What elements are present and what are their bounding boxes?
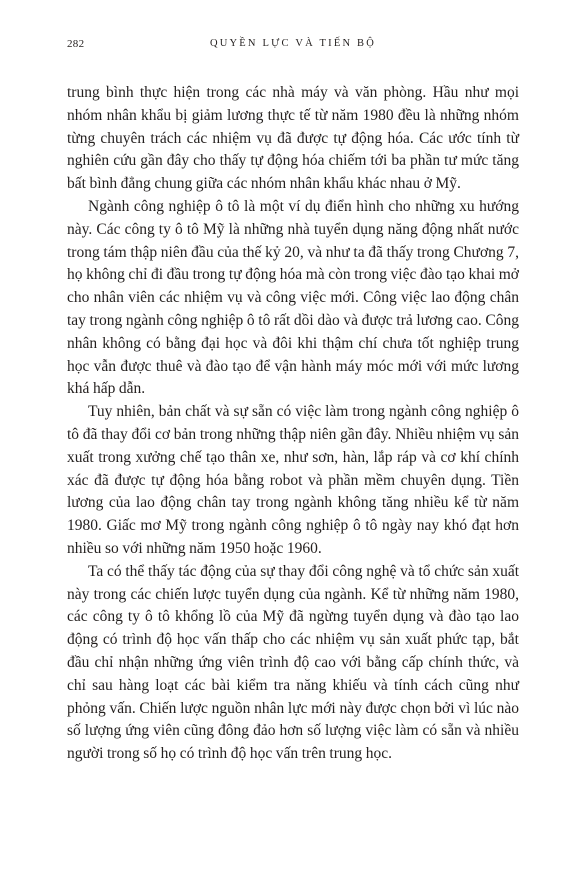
running-title: QUYỀN LỰC VÀ TIẾN BỘ [209,38,377,49]
paragraph: Ngành công nghiệp ô tô là một ví dụ điển hình cho những xu hướng này. Các công ty ô tô Mỹ là những nhà tuyển dụng năng động nhất nước trong tám thập niên đầu của thế kỷ 20, và như ta đã thấy trong Chương 7, họ không chỉ đi đầu trong tự động hóa mà còn trong việc đào tạo khai mở cho nhân viên các nhiệm vụ và công việc mới. Công việc lao động chân tay trong ngành công nghiệp ô tô rất dồi dào và được trả lương cao. Công nhân không có bằng đại học và đôi khi thậm chí chưa tốt nghiệp trung học vẫn được thuê và đào tạo để vận hành máy móc mới với mức lương khá hấp dẫn. [67,197,519,398]
page-header [67,38,519,54]
body-text [67,82,519,766]
paragraph: Ta có thể thấy tác động của sự thay đổi công nghệ và tổ chức sản xuất này trong các chiến lược tuyển dụng của ngành. Kể từ những năm 1980, các công ty ô tô khổng lồ của Mỹ đã ngừng tuyển dụng và đào tạo lao động có trình độ học vấn thấp cho các nhiệm vụ sản xuất phức tạp, bắt đầu chỉ nhận những ứng viên trình độ cao với bằng cấp chính thức, và chỉ sau hàng loạt các bài kiểm tra năng khiếu và tính cách cũng như phỏng vấn. Chiến lược nguồn nhân lực mới này được chọn bởi vì lúc nào số lượng ứng viên cũng đông đảo hơn số lượng việc làm có sẵn và nhiều người trong số họ có trình độ học vấn trên trung học. [67,562,519,763]
page-number: 282 [67,38,85,50]
paragraph-continued: trung bình thực hiện trong các nhà máy và văn phòng. Hầu như mọi nhóm nhân khẩu bị giảm lương thực tế từ năm 1980 đều là những nhóm từng chuyên trách các nhiệm vụ đã được tự động hóa. Các ước tính từ nghiên cứu gần đây cho thấy tự động hóa chiếm tới ba phần tư mức tăng bất bình đẳng chung giữa các nhóm nhân khẩu khác nhau ở Mỹ. [67,84,519,193]
paragraph: Tuy nhiên, bản chất và sự sẵn có việc làm trong ngành công nghiệp ô tô đã thay đổi cơ bản trong những thập niên gần đây. Nhiều nhiệm vụ sản xuất trong xưởng chế tạo thân xe, như sơn, hàn, lắp ráp và cơ khí chính xác đã được tự động hóa bằng robot và phần mềm chuyên dụng. Tiền lương của lao động chân tay trong ngành không tăng nhiều kể từ năm 1980. Giấc mơ Mỹ trong ngành công nghiệp ô tô ngày nay khó đạt hơn nhiều so với những năm 1950 hoặc 1960. [67,403,519,557]
